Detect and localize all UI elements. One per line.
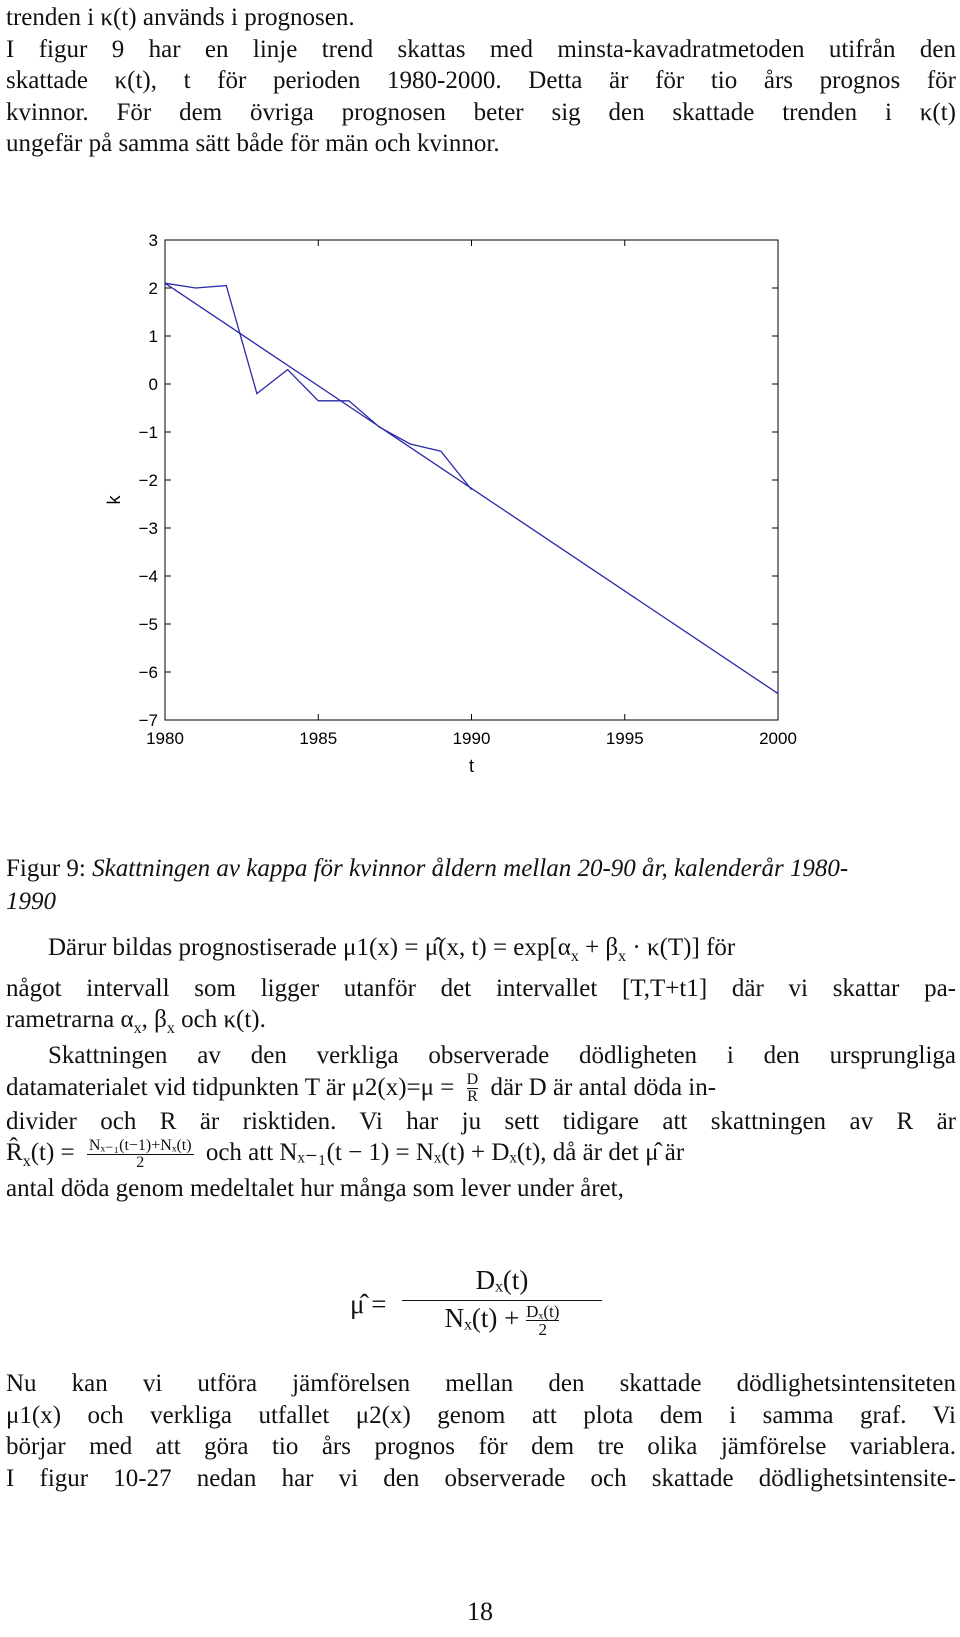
text-line: skattade κ(t), t för perioden 1980-2000. Detta är för tio års prognos för: [6, 67, 956, 94]
x-axis-label: t: [468, 756, 475, 776]
paragraph-prognosis: [6, 932, 956, 1045]
figure-caption: [6, 852, 956, 918]
text-line: börjar med att göra tio års prognos för dem tre olika jämförelse variablera.: [6, 1433, 956, 1460]
y-tick-label: 3: [148, 231, 158, 250]
y-tick-label: −2: [138, 471, 158, 490]
caption-text-cont: 1990: [6, 888, 56, 915]
text-line: Därur bildas prognostiserade μ1(x) = μ̂(x, $t) = \exp[\alpha_x + \beta_x \cdot \kappa(T)]$ för: [48, 934, 736, 965]
y-tick-label: −6: [138, 663, 158, 682]
trend-line: [165, 283, 778, 693]
x-tick-label: 2000: [759, 729, 797, 748]
text-line: kvinnor. För dem övriga prognosen beter sig den skattade trenden i κ(t): [6, 98, 956, 126]
text-line: ungefär på samma sätt både för män och kvinnor.: [6, 130, 500, 157]
text-line: något intervall som ligger utanför det intervallet [T,T+t1] där vi skattar pa-: [6, 974, 956, 1002]
y-tick-label: −1: [138, 423, 158, 442]
text-line: Skattningen av den verkliga observerade dödligheten i den ursprungliga: [48, 1042, 956, 1069]
text-line: trenden i κ(t) används i prognosen.: [6, 4, 355, 31]
paragraph-observed: [6, 1040, 956, 1205]
text-line: divider och R är risktiden. Vi har ju sett tidigare att skattningen av R är: [6, 1107, 956, 1135]
y-tick-label: 1: [148, 327, 158, 346]
y-axis-label: k: [104, 495, 124, 505]
text-line: Nu kan vi utföra jämförelsen mellan den skattade dödlighetsintensiteten: [6, 1370, 956, 1397]
caption-text: Skattningen av kappa för kvinnor åldern mellan 20-90 år, kalenderår 1980-: [92, 855, 849, 882]
text-line: I figur 10-27 nedan har vi den observerade och skattade dödlighetsintensite-: [6, 1464, 956, 1492]
y-tick-label: −3: [138, 519, 158, 538]
paragraph-comparison: [6, 1368, 956, 1494]
plot-frame: [165, 240, 778, 720]
y-tick-label: −4: [138, 567, 158, 586]
y-tick-label: −5: [138, 615, 158, 634]
y-tick-label: −7: [138, 711, 158, 730]
text-line: datamaterialet vid tidpunkten T är μ2(x)=μ = $\frac{D}{R}$ där D är antal döda in-: [6, 1071, 717, 1106]
text-line: μ1(x) och verkliga utfallet μ2(x) genom att plota dem i samma graf. Vi: [6, 1401, 956, 1429]
x-tick-label: 1990: [452, 729, 491, 748]
intro-paragraph: [6, 2, 956, 160]
x-tick-label: 1995: [605, 729, 644, 748]
page-number: 18: [467, 1597, 493, 1626]
text-line: $R̂_x(t)$ = $\frac{\text{Nₓ₋₁(t−1)+Nₓ(t)}}{2}$ och att Nₓ₋₁(t − 1) = Nₓ(t) + Dₓ(t), då är det μ̂ är: [6, 1136, 685, 1171]
caption-label: Figur 9:: [6, 855, 86, 882]
text-line: antal döda genom medeltalet hur många som lever under året,: [6, 1175, 624, 1202]
y-tick-label: 0: [148, 375, 158, 394]
text-line: I figur 9 har en linje trend skattas med minsta-kavadratmetoden utifrån den: [6, 35, 956, 63]
x-tick-label: 1985: [299, 729, 338, 748]
x-tick-label: 1980: [146, 729, 184, 748]
chart-axes: [165, 240, 778, 720]
y-tick-label: 2: [148, 279, 158, 298]
display-formula: μ̂ = Dₓ(t) Nₓ(t) + $\frac{\text{Dₓ(t)}}{2}$: [350, 1265, 610, 1345]
text-line: rametrarna $\alpha_x$, $\beta_x$ och κ(t).: [6, 1006, 266, 1037]
